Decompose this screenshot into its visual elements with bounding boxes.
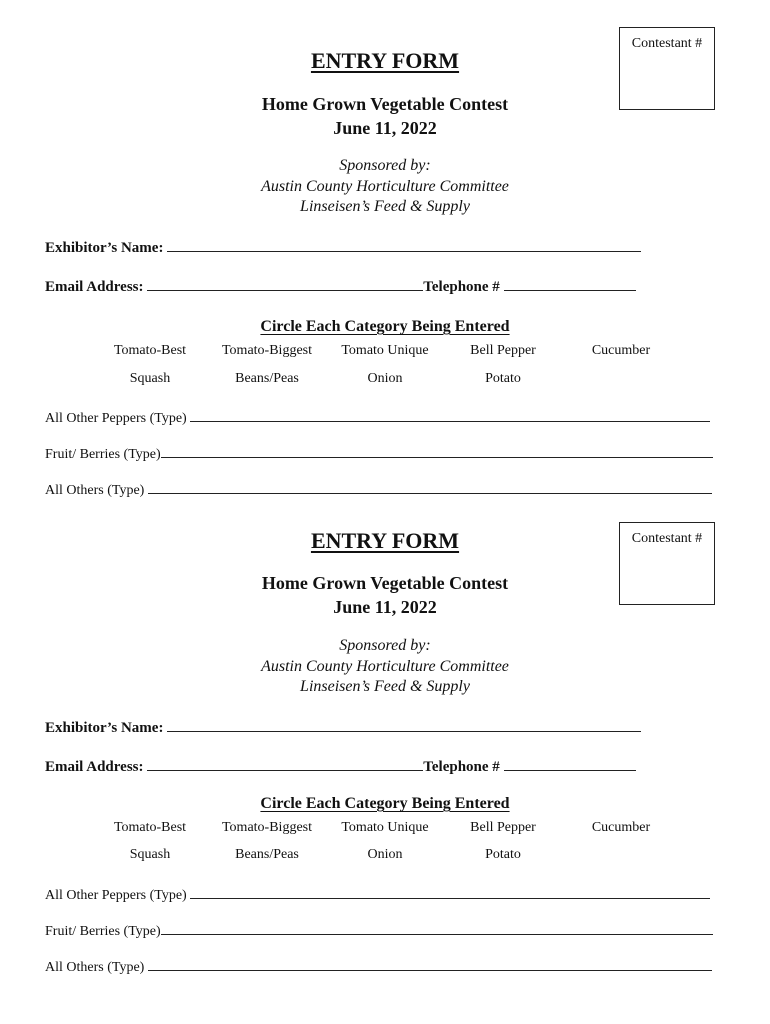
contest-date: June 11, 2022 bbox=[333, 118, 437, 138]
exhibitor-name-row bbox=[45, 720, 641, 737]
fruit-berries-field[interactable] bbox=[161, 933, 713, 935]
contest-date: June 11, 2022 bbox=[333, 597, 437, 617]
category-tomato-biggest[interactable]: Tomato-Biggest bbox=[221, 820, 312, 835]
circle-categories-heading: Circle Each Category Being Entered bbox=[260, 318, 510, 335]
category-cucumber[interactable]: Cucumber bbox=[591, 343, 651, 358]
sponsor-1: Austin County Horticulture Committee bbox=[261, 658, 509, 675]
category-tomato-unique[interactable]: Tomato Unique bbox=[341, 343, 429, 358]
contest-name: Home Grown Vegetable Contest bbox=[261, 573, 509, 593]
form-title: ENTRY FORM bbox=[310, 48, 460, 73]
category-squash[interactable]: Squash bbox=[129, 371, 171, 386]
sponsored-by-label: Sponsored by: bbox=[339, 637, 431, 654]
category-onion[interactable]: Onion bbox=[367, 371, 403, 386]
email-telephone-row bbox=[45, 759, 636, 776]
exhibitor-name-field[interactable] bbox=[167, 730, 641, 732]
category-tomato-best[interactable]: Tomato-Best bbox=[113, 820, 187, 835]
telephone-label: Telephone # bbox=[423, 759, 500, 775]
contestant-label: Contestant # bbox=[631, 36, 703, 51]
fruit-berries-label: Fruit/ Berries (Type) bbox=[45, 924, 161, 939]
other-peppers-row bbox=[45, 888, 710, 904]
all-others-row bbox=[45, 960, 712, 976]
contestant-label: Contestant # bbox=[631, 531, 703, 546]
telephone-field[interactable] bbox=[504, 769, 636, 771]
exhibitor-name-label: Exhibitor’s Name: bbox=[45, 720, 164, 736]
form-title: ENTRY FORM bbox=[310, 528, 460, 553]
all-others-row bbox=[45, 483, 712, 499]
circle-categories-heading: Circle Each Category Being Entered bbox=[260, 795, 510, 812]
email-label: Email Address: bbox=[45, 279, 144, 295]
category-cucumber[interactable]: Cucumber bbox=[591, 820, 651, 835]
category-squash[interactable]: Squash bbox=[129, 847, 171, 862]
category-potato[interactable]: Potato bbox=[485, 371, 521, 386]
all-others-field[interactable] bbox=[148, 969, 712, 971]
all-others-label: All Others (Type) bbox=[45, 483, 145, 498]
email-field[interactable] bbox=[147, 769, 423, 771]
fruit-berries-label: Fruit/ Berries (Type) bbox=[45, 447, 161, 462]
all-others-label: All Others (Type) bbox=[45, 960, 145, 975]
category-potato[interactable]: Potato bbox=[485, 847, 521, 862]
sponsored-by-label: Sponsored by: bbox=[339, 157, 431, 174]
category-tomato-biggest[interactable]: Tomato-Biggest bbox=[221, 343, 312, 358]
other-peppers-label: All Other Peppers (Type) bbox=[45, 888, 187, 903]
all-others-field[interactable] bbox=[148, 492, 712, 494]
sponsor-2: Linseisen’s Feed & Supply bbox=[300, 678, 470, 695]
fruit-berries-row bbox=[45, 924, 713, 940]
telephone-label: Telephone # bbox=[423, 279, 500, 295]
category-bell-pepper[interactable]: Bell Pepper bbox=[470, 820, 536, 835]
email-label: Email Address: bbox=[45, 759, 144, 775]
category-beans-peas[interactable]: Beans/Peas bbox=[235, 847, 299, 862]
other-peppers-label: All Other Peppers (Type) bbox=[45, 411, 187, 426]
exhibitor-name-label: Exhibitor’s Name: bbox=[45, 240, 164, 256]
other-peppers-field[interactable] bbox=[190, 897, 710, 899]
category-onion[interactable]: Onion bbox=[367, 847, 403, 862]
contest-name: Home Grown Vegetable Contest bbox=[261, 94, 509, 114]
sponsor-1: Austin County Horticulture Committee bbox=[261, 178, 509, 195]
category-beans-peas[interactable]: Beans/Peas bbox=[235, 371, 299, 386]
category-tomato-best[interactable]: Tomato-Best bbox=[113, 343, 187, 358]
sponsor-2: Linseisen’s Feed & Supply bbox=[300, 198, 470, 215]
category-bell-pepper[interactable]: Bell Pepper bbox=[470, 343, 536, 358]
category-tomato-unique[interactable]: Tomato Unique bbox=[341, 820, 429, 835]
